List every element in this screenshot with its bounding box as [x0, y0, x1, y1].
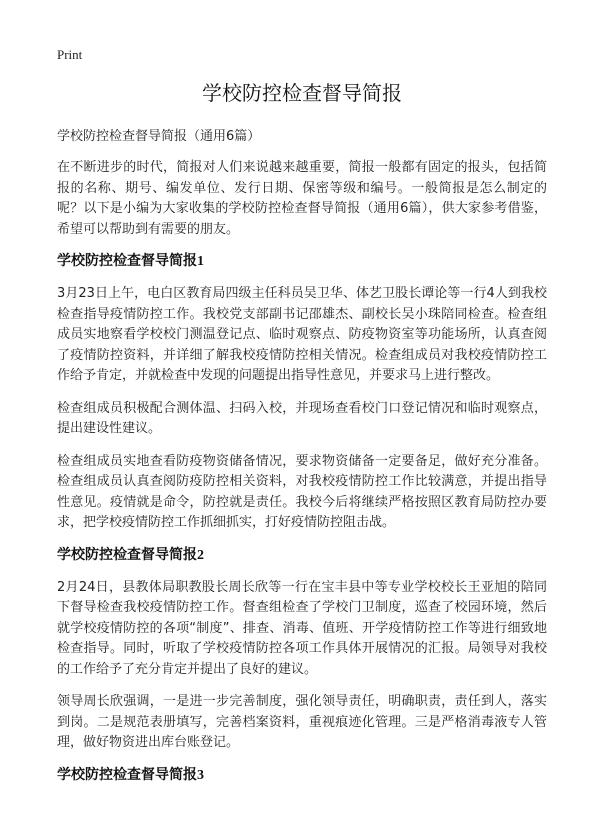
section-heading-3: 学校防控检查督导简报3	[57, 767, 204, 783]
section-1-paragraph: 3月23日上午，电白区教育局四级主任科员吴卫华、体艺卫股长谭论等一行4人到我校检查指导疫情防控工作。我校党支部副书记邵雄杰、副校长吴小珠陪同检查。检查组成员实地察看学校校门测温登记点、临时观察点、防疫物资室等功能场所，认真查阅了疫情防控资料，并详细了解我校疫情防控相关情况。检查组成员对我校疫情防控工作给予肯定，并就检查中发现的问题提出指导性意见，并要求马上进行整改。	[57, 286, 547, 383]
section-heading-1: 学校防控检查督导简报1	[57, 254, 204, 269]
section-2-paragraph: 2月24日，县教体局职教股长周长欣等一行在宝丰县中等专业学校校长王亚旭的陪同下督导检查我校疫情防控工作。督查组检查了学校门卫制度，巡查了校园环境，然后就学校疫情防控的各项“制度”、排查、消毒、值班、开学疫情防控工作等进行细致地检查指导。同时，听取了学校疫情防控各项工作具体开展情况的汇报。局领导对我校的工作给予了充分肯定并提出了良好的建议。	[57, 579, 547, 677]
document-subtitle: 学校防控检查督导简报（通用6篇）	[57, 129, 261, 144]
page-title: 学校防控检查督导简报	[202, 81, 402, 105]
section-1-paragraph: 检查组成员实地查看防疫物资储备情况，要求物资储备一定要备足，做好充分准备。检查组成员认真查阅防疫防控相关资料，对我校疫情防控工作比较满意，并提出指导性意见。疫情就是命令，防控就是责任。我校今后将继续严格按照区教育局防控办要求，把学校疫情防控工作抓细抓实，打好疫情防控阻击战。	[57, 453, 547, 530]
print-link[interactable]: Print	[57, 47, 83, 62]
section-heading-2: 学校防控检查督导简报2	[57, 547, 204, 563]
intro-paragraph: 在不断进步的时代，简报对人们来说越来越重要，简报一般都有固定的报头，包括简报的名称、期号、编发单位、发行日期、保密等级和编号。一般简报是怎么制定的呢？以下是小编为大家收集的学校防控检查督导简报（通用6篇），供大家参考借鉴，希望可以帮助到有需要的朋友。	[57, 160, 547, 237]
document-body	[57, 80, 547, 798]
section-2-paragraph: 领导周长欣强调，一是进一步完善制度，强化领导责任，明确职责，责任到人，落实到岗。二是规范表册填写，完善档案资料，重视痕迹化管理。三是严格消毒液专人管理，做好物资进出库台账登记。	[57, 694, 547, 750]
section-1-paragraph: 检查组成员积极配合测体温、扫码入校，并现场查看校门口登记情况和临时观察点，提出建设性建议。	[57, 400, 547, 436]
